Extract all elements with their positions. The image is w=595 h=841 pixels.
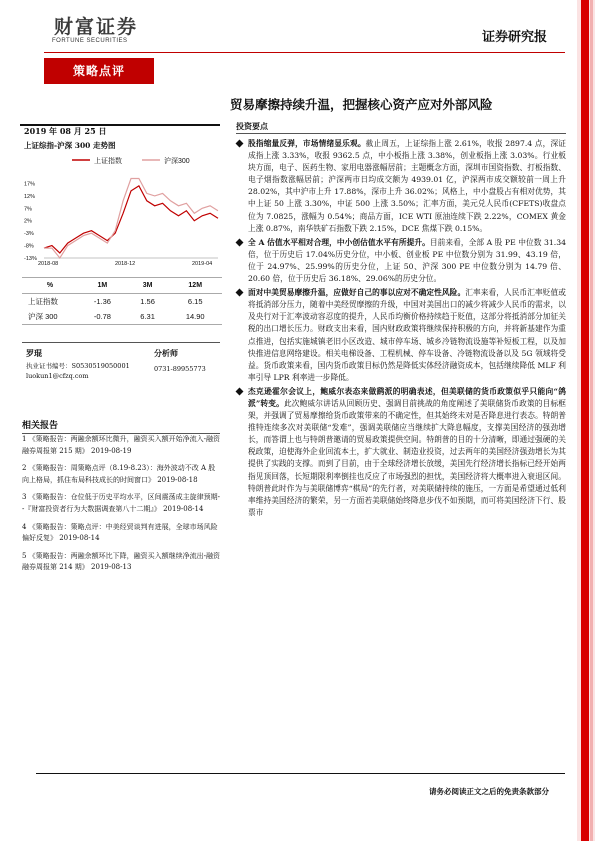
related-reports-list	[22, 434, 222, 580]
analyst-phone: 0731-89955773	[154, 365, 206, 373]
summary-paragraph	[236, 287, 566, 384]
list-item[interactable]: 2 《策略报告：周策略点评（8.19-8.23）：海外波动不改 A 股向上格局，抓住布局科技成长的时间窗口》 2019-08-18	[22, 464, 216, 484]
table-header-cell: 12M	[188, 282, 203, 289]
analyst-contact	[26, 361, 130, 381]
page-header-title: 证券研究报	[481, 30, 547, 45]
x-tick-label: 2019-04	[192, 261, 213, 267]
y-tick-label: 7%	[24, 206, 32, 213]
related-reports-heading: 相关报告	[22, 418, 220, 434]
analyst-name: 罗琨	[26, 348, 42, 358]
table-header-cell: %	[46, 282, 54, 289]
summary-paragraph	[236, 237, 566, 285]
paragraph-text: 此次鲍威尔讲话从回顾历史、强调目前挑战的角度阐述了美联储货币政策的目标框架，并强调了贸易摩擦给货币政策带来的不确定性，但其始终未对是否降息进行表态。特朗普推特连续多次对美联储“发难”，强调美联储应当继续扩大降息幅度，支撑美国经济的强劲增长，而答谓上也与特朗普邀请的贸易政策提供空间。特朗普的目的十分清晰，即通过强硬的关税政策，迫使海外企业回流本土，扩大就业、制造业投资，过去两年的美国经济强劲增长为其提供了实践的支撑。而到了目前，由于全球经济增长放缓，美国先行经济增长指标已经开始两指见顶回落，长短期限利率倒挂也反应了市场强烈的担忧，美国经济将大概率进入衰退区间。特朗普此时作为与美联储博弈“棋局”的先行者，对美联储持续的施压，一方面是希望通过低利率维持美国经济的繁荣，另一方面若美联储始终降息步伐不如预期，而可将美国经济下行、股票市	[248, 398, 566, 517]
y-tick-label: -8%	[24, 243, 34, 250]
summary-paragraph	[236, 386, 566, 519]
table-row	[22, 309, 222, 325]
table-header-row	[22, 278, 222, 294]
x-tick-label: 2018-12	[115, 261, 136, 267]
table-cell: 1.56	[140, 297, 155, 306]
investment-summary-body	[236, 138, 566, 521]
series-line	[44, 186, 218, 253]
diamond-bullet-icon	[236, 140, 244, 148]
x-tick-label: 2018-08	[38, 261, 59, 267]
index-trend-chart	[22, 152, 222, 272]
report-title: 贸易摩擦持续升温，把握核心资产应对外部风险	[230, 97, 493, 112]
table-cell: 14.90	[185, 312, 205, 321]
summary-paragraph	[236, 138, 566, 235]
diamond-bullet-icon	[236, 289, 244, 297]
y-tick-label: -13%	[24, 256, 37, 262]
right-bar-stripe	[590, 0, 593, 841]
table-cell: 沪深 300	[28, 312, 58, 321]
brand-logo: 财富证券	[54, 16, 139, 38]
table-cell: 6.15	[187, 297, 203, 306]
table-cell: 6.31	[140, 312, 155, 321]
report-date: 2019 年 08 月 25 日	[24, 126, 107, 136]
right-bar-red	[581, 0, 589, 841]
list-item[interactable]: 4 《策略报告：策略点评：中美经贸谈判有进展，全球市场风险偏好反复》 2019-08-14	[22, 522, 218, 543]
footer-divider	[36, 773, 565, 774]
list-item[interactable]: 3 《策略报告：仓位低于历史平均水平，区间震荡成主旋律预期--『财富投资者行为大数据调查第八十二期』》 2019-08-14	[22, 493, 221, 513]
chart-title: 上证综指-沪深 300 走势图	[24, 141, 116, 150]
table-header-cell: 1M	[97, 282, 108, 289]
right-decorative-bar	[577, 0, 595, 841]
y-tick-label: 12%	[24, 193, 36, 200]
diamond-bullet-icon	[236, 387, 244, 395]
legend-label: 沪深300	[164, 158, 190, 165]
analyst-role: 分析师	[154, 348, 178, 358]
table-row	[22, 294, 222, 310]
analyst-license: 执业证书编号：S0530519050001	[26, 362, 130, 370]
footer-disclaimer: 请务必阅读正文之后的免责条款部分	[429, 787, 549, 796]
list-item[interactable]: 5 《策略报告：两融余额环比下降，融资买入额继续净流出-融资融券周报第 214 期》 2019-08-13	[22, 551, 221, 572]
brand-logo-en: FORTUNE SECURITIES	[52, 38, 128, 44]
list-item[interactable]: 1 《策略报告：两融余额环比微升，融资买入额开始净流入-融资融券周报第 215 期》 2019-08-19	[22, 435, 221, 455]
paragraph-text: 目前来看，全部 A 股 PE 中位数 31.34 倍，位于历史后 17.04%历史分位，中小板、创业板 PE 中位数分别为 31.99、43.19 倍，位于 24.97%、25.99%的历史分位，上证 50、沪深 300 PE 中位数分别为 14.79 倍、20.60 倍，位于历史后 36.18%、29.06%的历史分位。	[248, 237, 566, 284]
table-cell: -1.36	[93, 297, 111, 306]
paragraph-text: 截止周五，上证综指上涨 2.61%，收报 2897.4 点，深证成指上涨 3.33%，收报 9362.5 点，中小板指上涨 3.38%，创业板指上涨 3.03%。行业板块方面，电子、医药生物、家用电器涨幅居前；主题概念方面，深圳市国资指数、打板指数、电子烟指数涨幅居前；沪深两市日均成交额为 4939.01 亿，沪深两市成交额较前一周上升 28.02%，其中沪市上升 17.88%，深市上升 36.02%；风格上，中小盘股占有相对优势，其中上证 50 上涨 3.30%，中证 500 上涨 3.50%；汇率方面，美元兑人民币(CFETS)收盘点位为 7.0825，涨幅为 0.54%；商品方面，ICE WTI 原油连续下跌 2.22%，COMEX 黄金上涨 0.87%，南华铁矿石指数下跌 2.15%，DCE 焦煤下跌 0.15%。	[248, 139, 566, 233]
analyst-email[interactable]: luokun1@cfzq.com	[26, 372, 89, 380]
investment-summary-heading: 投资要点	[236, 121, 566, 134]
header-divider	[44, 52, 565, 53]
y-tick-label: -3%	[24, 231, 34, 238]
paragraph-lead: 股指缩量反弹，市场情绪显乐观。	[248, 139, 366, 148]
paragraph-lead: 面对中美贸易摩擦升温，应做好自己的事以应对不确定性风险。	[248, 288, 466, 298]
legend-label: 上证指数	[94, 158, 122, 165]
y-tick-label: 17%	[24, 181, 36, 188]
paragraph-text: 汇率来看，人民币汇率贬值或将抵消部分压力，随着中美经贸摩擦的升级，中国对美国出口的减少将减少人民币的需求，以及央行对于汇率波动容忍度的提升，人民币均衡价格持续趋于贬值，这部分将抵消部分加征关税的出口增长压力。财政支出来看，国内财政政策将继续保持积极的方向，并将新基建作为重点推进，包括实施城镇老旧小区改造、城市停车场、城乡冷链物流设施等补短板工程，以及加快推进信息网络建设。相关电梯设备、工程机械、停车设备、冷链物流设备以及 5G 领域将受益。货币政策来看，国内货币政策目标仍然是降低实体经济融资成本，包括继续降低 MLF 利率引导 LPR 利率进一步降低。	[248, 288, 566, 382]
report-type-badge: 策略点评	[44, 58, 154, 84]
table-cell: 上证指数	[28, 297, 58, 306]
table-cell: -0.78	[93, 312, 111, 321]
performance-table	[22, 277, 222, 325]
paragraph-lead: 全 A 估值水平相对合理，中小创估值水平有所提升。	[248, 237, 430, 247]
table-header-cell: 3M	[142, 282, 153, 289]
y-tick-label: 2%	[24, 218, 32, 225]
paragraph-lead: 杰克逊霍尔会议上，鲍威尔表态来做鹞派的明确表述，但美联储的货币政策似乎只能向“鸽派”转变。	[248, 386, 566, 408]
analyst-card	[22, 342, 220, 411]
diamond-bullet-icon	[236, 238, 244, 246]
